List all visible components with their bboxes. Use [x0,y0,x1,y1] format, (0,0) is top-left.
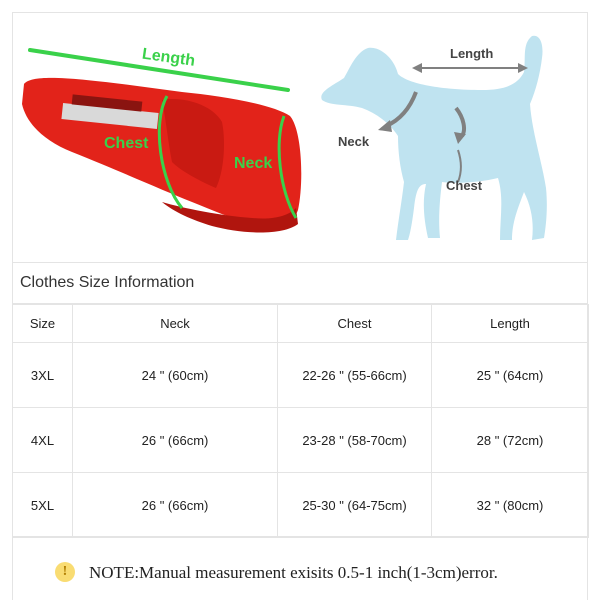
warning-icon: ! [55,562,75,582]
dog-length-label: Length [450,46,494,61]
cell-length: 25 " (64cm) [432,343,589,408]
measurement-figure [12,12,588,260]
dog-silhouette-image [321,36,547,240]
cell-length: 32 " (80cm) [432,473,589,538]
cell-neck: 26 " (66cm) [73,408,278,473]
table-header-row [13,305,589,343]
table-row [13,473,589,538]
note-text: NOTE:Manual measurement exisits 0.5-1 inch(1-3cm)error. [89,563,498,582]
table-row [13,408,589,473]
cell-chest: 22-26 " (55-66cm) [278,343,432,408]
dog-coat-image [22,46,301,233]
cell-size: 4XL [13,408,73,473]
coat-neck-label: Neck [234,155,273,172]
dog-neck-arrow [378,120,392,132]
cell-neck: 26 " (66cm) [73,473,278,538]
size-table [12,304,589,538]
header-chest: Chest [278,305,432,343]
cell-neck: 24 " (60cm) [73,343,278,408]
coat-chest-label: Chest [104,135,149,152]
coat-length-label: Length [140,45,197,70]
measurement-illustration [12,12,588,260]
section-title: Clothes Size Information [20,274,195,291]
note-row [12,536,588,600]
dog-chest-label: Chest [446,178,483,193]
cell-size: 3XL [13,343,73,408]
table-row [13,343,589,408]
header-length: Length [432,305,589,343]
section-title-row [12,262,588,304]
cell-length: 28 " (72cm) [432,408,589,473]
header-size: Size [13,305,73,343]
dog-length-arrow-left [412,63,422,73]
cell-chest: 23-28 " (58-70cm) [278,408,432,473]
dog-neck-label: Neck [338,134,370,149]
cell-size: 5XL [13,473,73,538]
header-neck: Neck [73,305,278,343]
cell-chest: 25-30 " (64-75cm) [278,473,432,538]
